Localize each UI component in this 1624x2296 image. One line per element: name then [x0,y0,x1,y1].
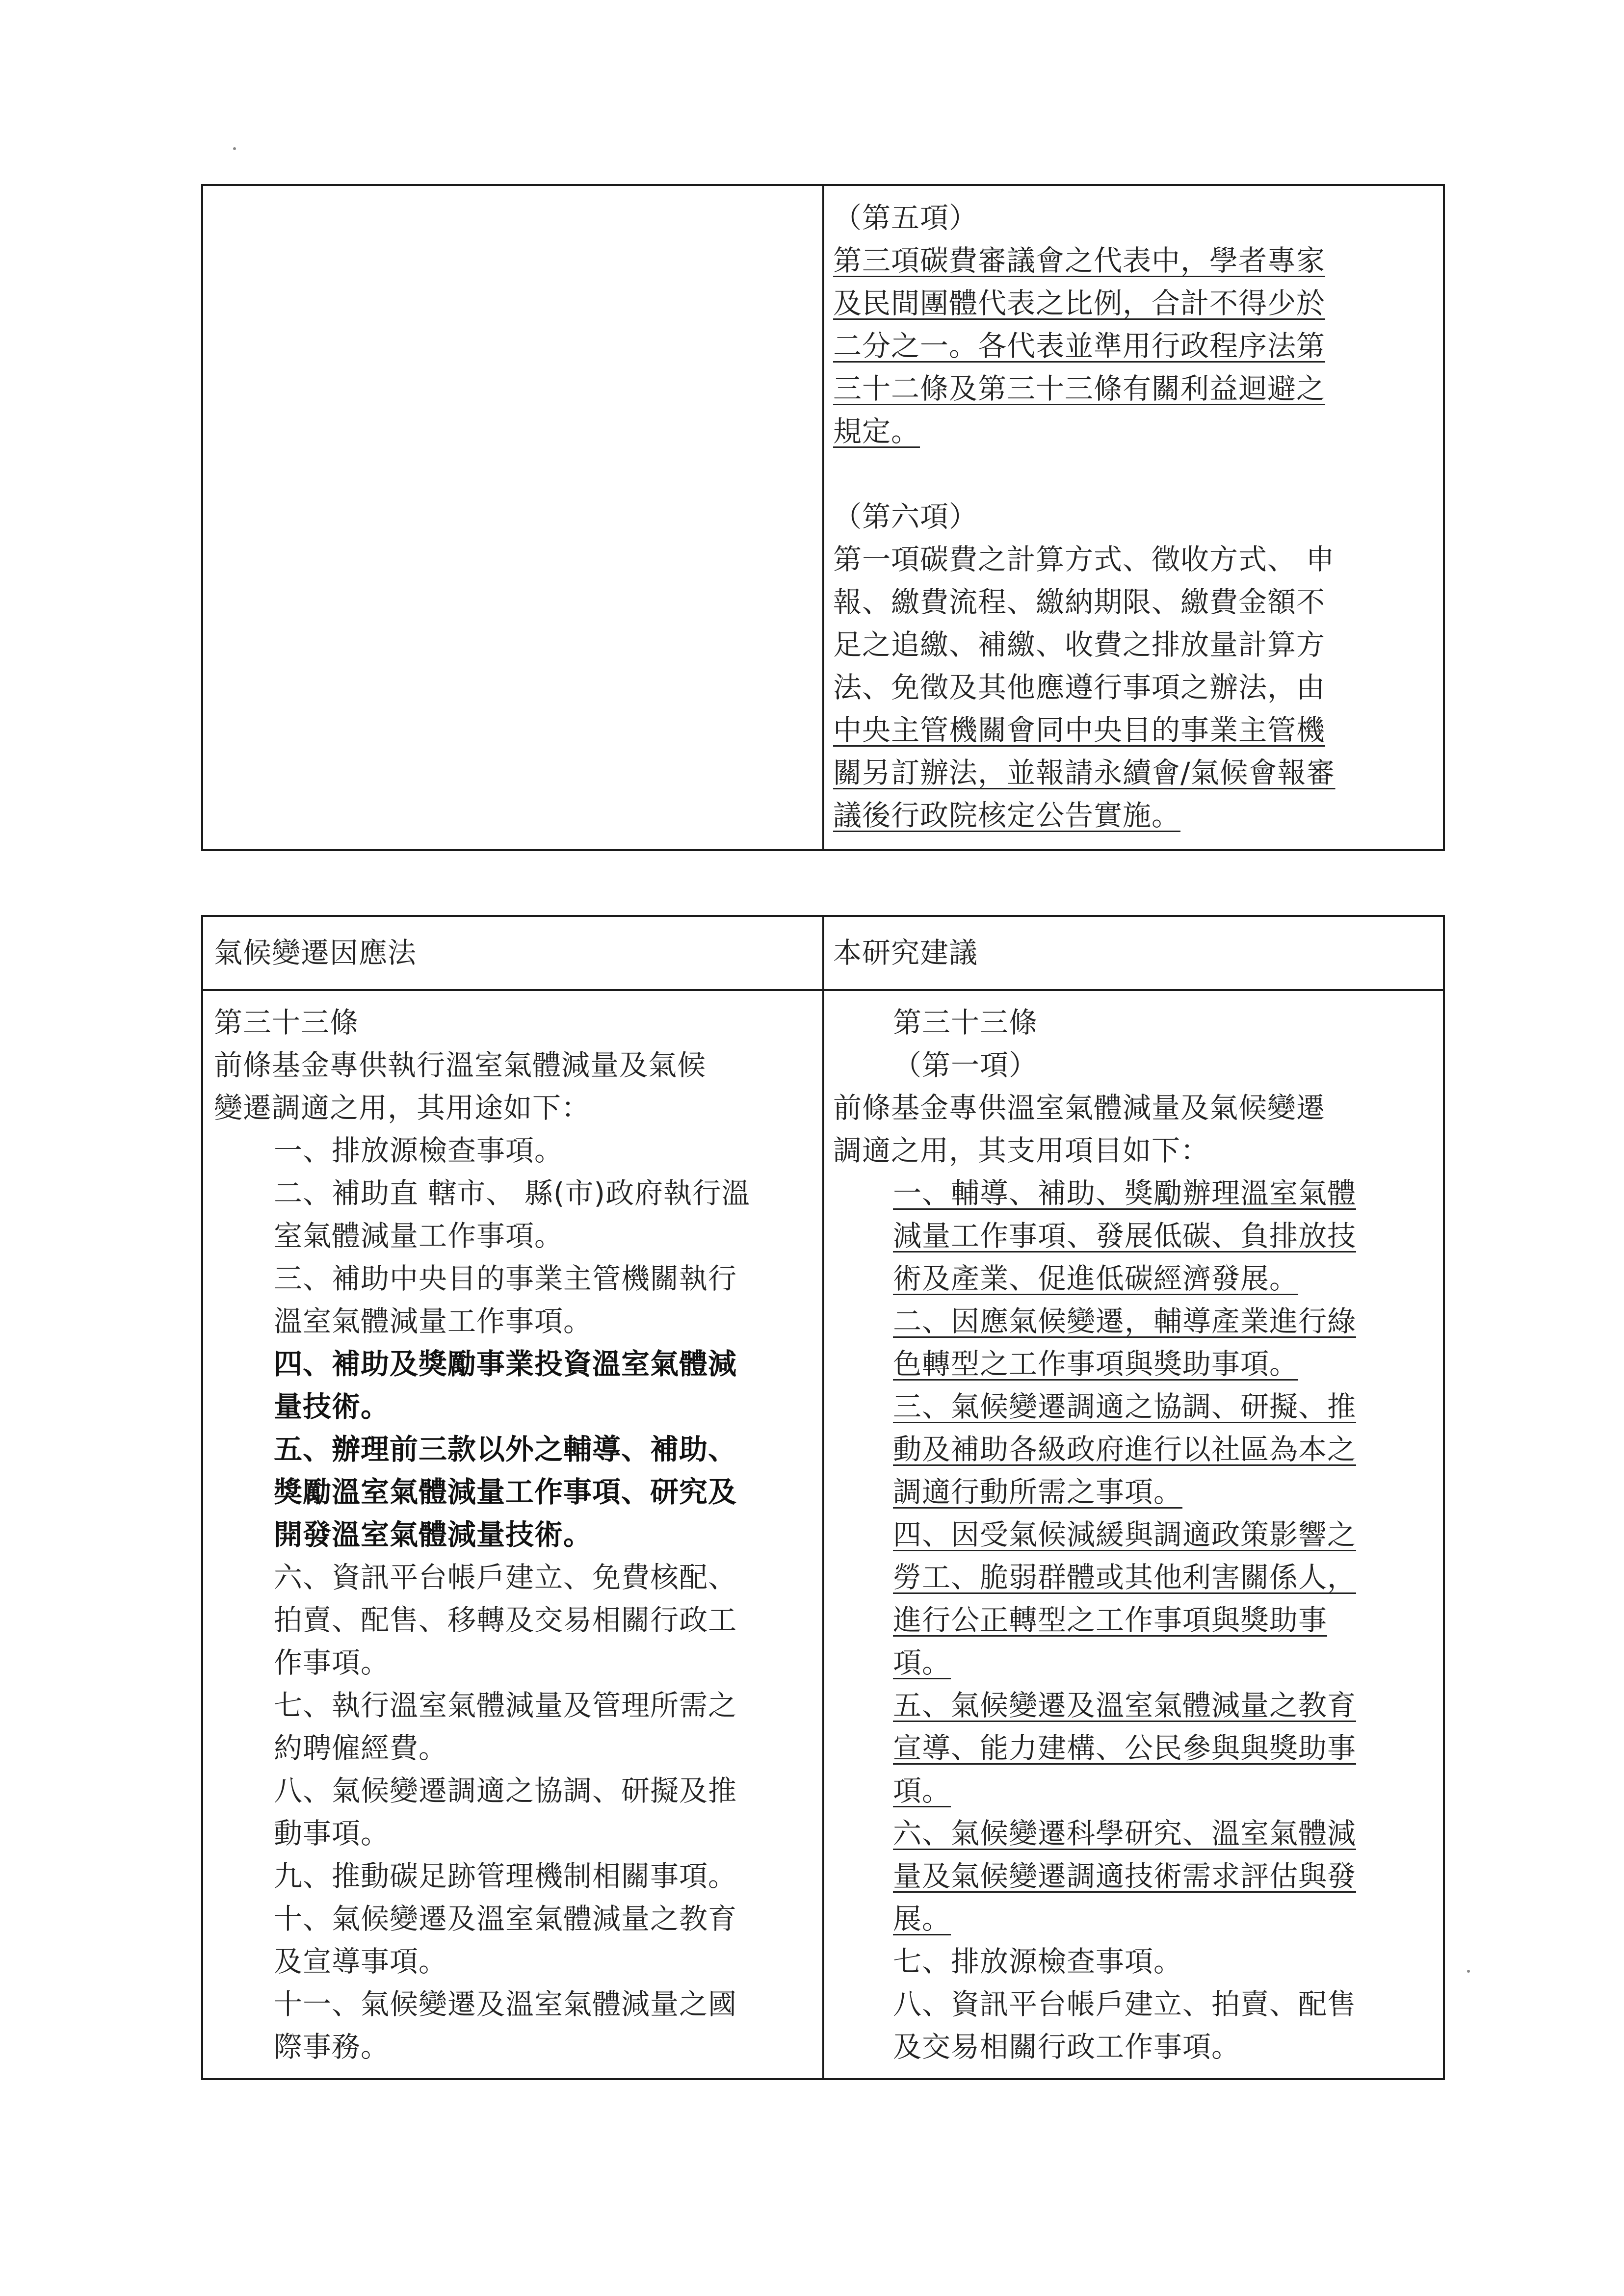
text-line [833,1983,1439,2026]
text-line-content: 調適行動所需之事項。 [893,1475,1183,1509]
text-line [214,1727,815,1770]
text-line [833,1343,1439,1385]
header-cell-proposal [833,931,1437,975]
text-line [833,1513,1439,1556]
text-line [214,1471,815,1513]
text-line [833,794,1437,837]
text-line-content: 項。 [893,1774,951,1807]
text-line-content: 前條基金專供溫室氣體減量及氣候變遷 [833,1091,1326,1124]
text-line [833,1556,1439,1599]
proposal-text-cell [833,1001,1439,2068]
text-line-content: 動及補助各級政府進行以社區為本之 [893,1433,1357,1466]
text-line-content: 溫室氣體減量工作事項。 [274,1305,593,1338]
text-line [214,1215,815,1257]
text-line-content: 際事務。 [274,2030,390,2063]
text-line [214,1684,815,1727]
text-line [833,2026,1439,2068]
text-line-content: 十、氣候變遷及溫室氣體減量之教育 [274,1902,737,1935]
text-line-content: 勞工、脆弱群體或其他利害關係人， [893,1561,1357,1594]
text-line [214,1513,815,1556]
text-line [833,1172,1439,1215]
text-line-content: 第三十三條 [893,1006,1038,1039]
text-line [833,367,1437,410]
text-line-content: 室氣體減量工作事項。 [274,1219,564,1252]
text-line [214,1855,815,1898]
text-line-content: 調適之用，其支用項目如下： [833,1134,1210,1167]
text-line [214,2026,815,2068]
text-line [214,1257,815,1300]
text-line [214,1385,815,1428]
text-line-content: 第一項碳費之計算方式、徵收方式、 申 [833,543,1335,576]
text-line [833,325,1437,367]
text-line-content: 八、氣候變遷調適之協調、研擬及推 [274,1774,737,1807]
text-line [214,1812,815,1855]
text-line-content: 報、繳費流程、繳納期限、繳費金額不 [833,585,1326,619]
text-line-content: 足之追繳、補繳、收費之排放量計算方 [833,628,1326,661]
text-line-content: 四、補助及獎勵事業投資溫室氣體減 [274,1347,737,1381]
text-line-content: 及宣導事項。 [274,1945,448,1978]
current-law-text-cell [214,1001,815,2068]
text-line [214,1642,815,1684]
text-line-content: 七、執行溫室氣體減量及管理所需之 [274,1689,737,1722]
text-line [833,1087,1439,1129]
text-line-content: 拍賣、配售、移轉及交易相關行政工 [274,1603,737,1637]
text-line [833,1855,1439,1898]
text-line [833,1642,1439,1684]
text-line [833,1385,1439,1428]
header-current-law: 氣候變遷因應法 [214,936,417,969]
text-line-content: 第三十三條 [214,1006,359,1039]
text-line-content: 量及氣候變遷調適技術需求評估與發 [893,1859,1357,1893]
text-line [833,197,1437,239]
text-line [833,1300,1439,1343]
text-line-content: 宣導、能力建構、公民參與與獎助事 [893,1731,1357,1765]
text-line [833,1770,1439,1812]
text-line-content: 十一、氣候變遷及溫室氣體減量之國 [274,1987,737,2021]
text-line-content: 一、輔導、補助、獎勵辦理溫室氣體 [893,1176,1357,1210]
text-line-content: 六、資訊平台帳戶建立、免費核配、 [274,1561,737,1594]
text-line [833,1428,1439,1471]
text-line-content: 二、因應氣候變遷，輔導產業進行綠 [893,1305,1357,1338]
text-line [833,1727,1439,1770]
text-line [833,1940,1439,1983]
table1-right-cell [833,197,1437,837]
text-line [833,581,1437,624]
text-line [833,1215,1439,1257]
comparison-table-article-33 [201,915,1445,2080]
text-line [833,1257,1439,1300]
text-line [833,453,1437,496]
text-line-content: 獎勵溫室氣體減量工作事項、研究及 [274,1475,737,1509]
column-divider [822,917,824,2078]
text-line [214,1556,815,1599]
text-line [214,1599,815,1642]
text-line [214,1001,815,1044]
text-line [214,1983,815,2026]
text-line-content: 法、免徵及其他應遵行事項之辦法，由 [833,671,1326,704]
text-line [214,1770,815,1812]
text-line [833,282,1437,325]
text-line-content: 項。 [893,1646,951,1679]
text-line-content: 三、氣候變遷調適之協調、研擬、推 [893,1390,1357,1423]
text-line [833,496,1437,538]
text-line [833,1898,1439,1940]
text-line [214,1428,815,1471]
scan-speck [1467,1970,1470,1973]
text-line-content: 七、排放源檢查事項。 [893,1945,1183,1978]
text-line [833,1001,1439,1044]
header-cell-current-law [214,931,812,975]
text-line-content: 術及產業、促進低碳經濟發展。 [893,1262,1299,1295]
text-line [833,752,1437,794]
text-line [833,410,1437,453]
text-line-content: 變遷調適之用，其用途如下： [214,1091,591,1124]
text-line-content: 量技術。 [274,1390,390,1423]
text-line-content: 進行公正轉型之工作事項與獎助事 [893,1603,1328,1637]
text-line [833,624,1437,666]
text-line-content: 三十二條及第三十三條有關利益迴避之 [833,372,1326,405]
text-line [833,1812,1439,1855]
header-proposal: 本研究建議 [833,936,978,969]
text-line-content: 作事項。 [274,1646,390,1679]
text-line [833,709,1437,752]
text-line-content: 色轉型之工作事項與獎助事項。 [893,1347,1299,1381]
text-line-content: 二、補助直 轄市、 縣(市)政府執行溫 [274,1176,751,1210]
text-line-content: 八、資訊平台帳戶建立、拍賣、配售 [893,1987,1357,2021]
text-line-content: 約聘僱經費。 [274,1731,448,1765]
text-line [214,1129,815,1172]
text-line-content: 規定。 [833,415,920,448]
text-line-content: 關另訂辦法，並報請永續會/氣候會報審 [833,756,1336,789]
scan-speck [233,147,236,150]
table1-left-cell [203,186,822,849]
text-line-content: 及民間團體代表之比例，合計不得少於 [833,287,1326,320]
text-line-content: （第五項） [833,201,978,235]
text-line [214,1940,815,1983]
text-line-content: 動事項。 [274,1817,390,1850]
text-line-content: 開發溫室氣體減量技術。 [274,1518,593,1551]
text-line [214,1343,815,1385]
text-line [833,666,1437,709]
text-line [833,1129,1439,1172]
text-line [833,538,1437,581]
text-line-content: （第六項） [833,500,978,533]
text-line-content: 四、因受氣候減緩與調適政策影響之 [893,1518,1357,1551]
text-line-content: 前條基金專供執行溫室氣體減量及氣候 [214,1048,707,1082]
text-line-content: 二分之一。各代表並準用行政程序法第 [833,329,1326,363]
comparison-table-continued [201,184,1445,851]
text-line-content: 中央主管機關會同中央目的事業主管機 [833,713,1326,747]
text-line-content: 九、推動碳足跡管理機制相關事項。 [274,1859,737,1893]
text-line [214,1087,815,1129]
text-line-content: 一、排放源檢查事項。 [274,1134,564,1167]
text-line-content: 第三項碳費審議會之代表中，學者專家 [833,244,1326,277]
text-line-content: 五、辦理前三款以外之輔導、補助、 [274,1433,737,1466]
header-divider [203,989,1443,991]
text-line [833,1599,1439,1642]
column-divider [822,186,824,849]
text-line [833,1471,1439,1513]
text-line-content: 六、氣候變遷科學研究、溫室氣體減 [893,1817,1357,1850]
text-line [214,1044,815,1087]
text-line-content: 展。 [893,1902,951,1935]
text-line [214,1898,815,1940]
text-line [833,1044,1439,1087]
text-line [833,1684,1439,1727]
text-line-content: 五、氣候變遷及溫室氣體減量之教育 [893,1689,1357,1722]
text-line [214,1172,815,1215]
text-line-content: 減量工作事項、發展低碳、負排放技 [893,1219,1357,1252]
text-line [833,239,1437,282]
text-line-content: （第一項） [893,1048,1038,1082]
text-line-content: 三、補助中央目的事業主管機關執行 [274,1262,737,1295]
text-line-content: 議後行政院核定公告實施。 [833,799,1181,832]
text-line [214,1300,815,1343]
text-line-content: 及交易相關行政工作事項。 [893,2030,1241,2063]
